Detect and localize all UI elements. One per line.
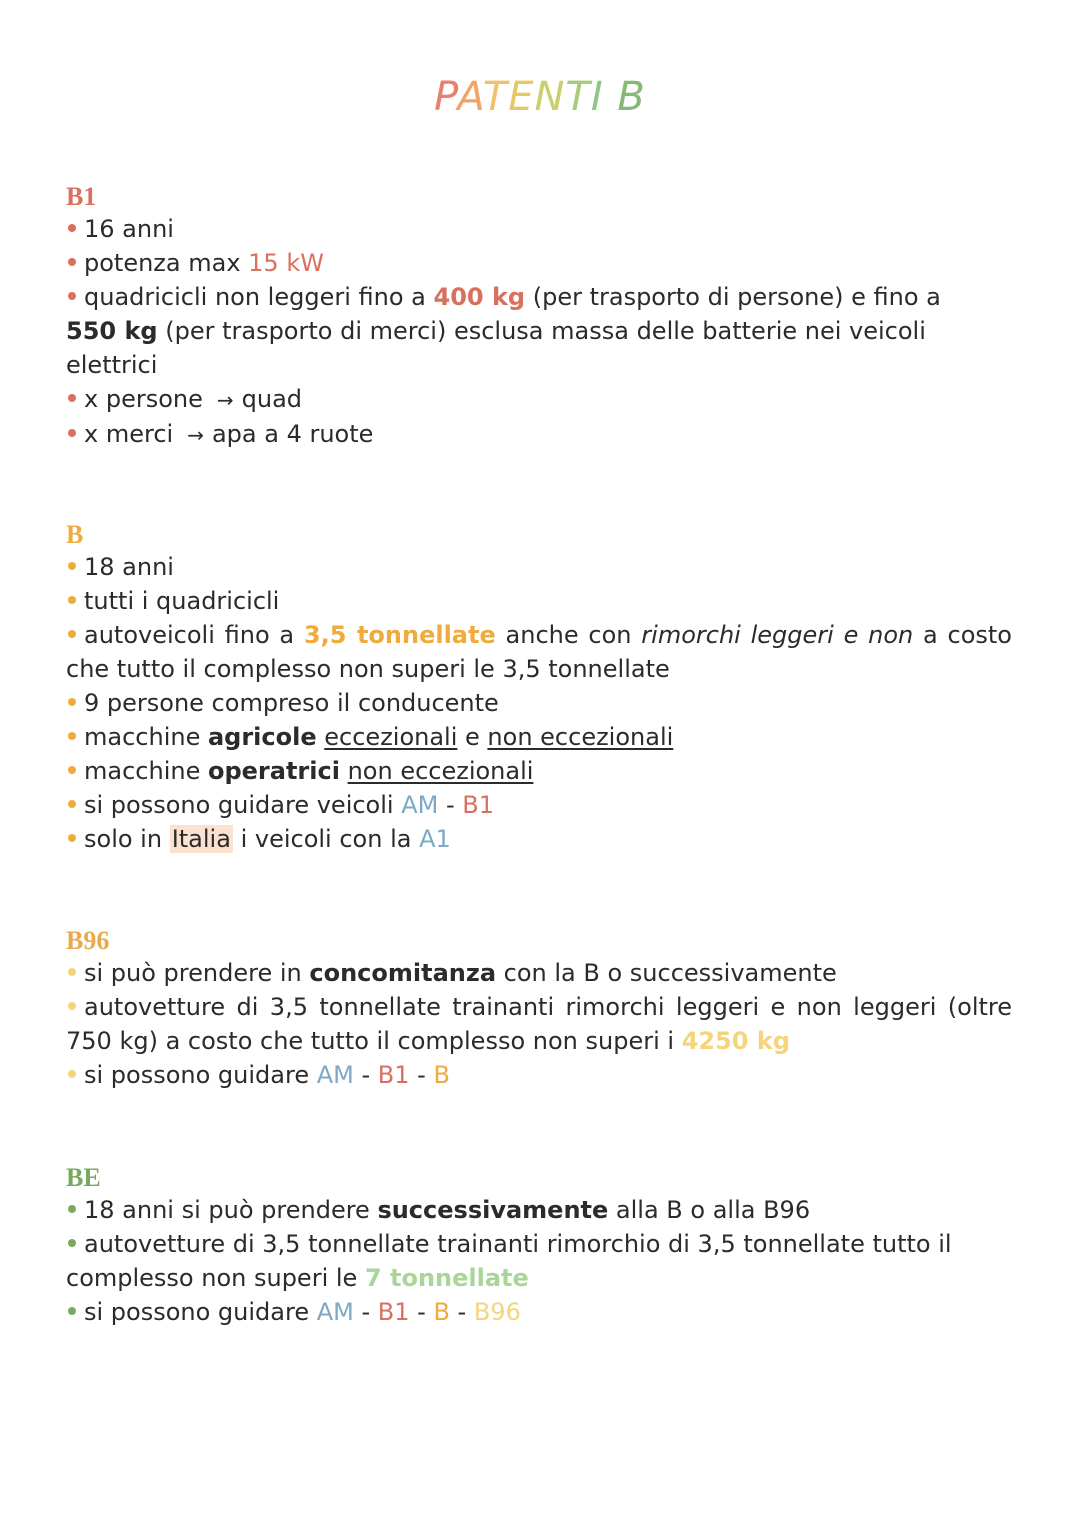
item-text: a costo che tutto il complesso non superi le 3,5 tonnellate xyxy=(66,621,1012,683)
section-heading: B1 xyxy=(66,182,97,211)
bullet-icon xyxy=(68,292,76,300)
bullet-icon xyxy=(68,258,76,266)
item-text: - xyxy=(409,1298,434,1326)
bullet-icon xyxy=(68,394,76,402)
arrow-right-icon: → xyxy=(216,388,234,412)
item-text: (per trasporto di persone) e fino a xyxy=(525,283,941,311)
bullet-icon xyxy=(68,224,76,232)
list-item xyxy=(66,1058,1012,1092)
bold-text: concomitanza xyxy=(309,959,497,987)
license-b: B xyxy=(433,1298,450,1326)
item-text: si può prendere in xyxy=(84,959,310,987)
license-am: AM xyxy=(316,1061,354,1089)
bullet-icon xyxy=(68,1002,76,1010)
bold-value: 550 kg xyxy=(66,317,158,345)
bullet-icon xyxy=(68,1205,76,1213)
item-text: autoveicoli fino a xyxy=(84,621,304,649)
section-b96 xyxy=(66,926,1012,1092)
item-text: 16 anni xyxy=(84,215,174,243)
arrow-right-icon: → xyxy=(187,423,204,447)
item-text: - xyxy=(353,1061,378,1089)
item-text: potenza max xyxy=(84,249,249,277)
license-am: AM xyxy=(316,1298,354,1326)
list-item xyxy=(66,822,1012,856)
item-text: - xyxy=(449,1298,474,1326)
bold-text: successivamente xyxy=(377,1196,609,1224)
bold-text: operatrici xyxy=(207,757,340,785)
section-b xyxy=(66,520,1012,856)
item-text: si possono guidare veicoli xyxy=(84,791,402,819)
bullet-icon xyxy=(68,766,76,774)
list-item xyxy=(66,956,1012,990)
item-text: si possono guidare xyxy=(84,1061,317,1089)
item-text: anche con xyxy=(495,621,642,649)
list-item xyxy=(66,382,1012,417)
bullet-icon xyxy=(68,429,76,437)
title-letter: P xyxy=(434,74,458,120)
bullet-icon xyxy=(68,630,76,638)
title-letter: T xyxy=(565,74,591,120)
title-space xyxy=(604,74,618,120)
item-text: (per trasporto di merci) esclusa massa delle batterie nei veicoli elettrici xyxy=(66,317,926,379)
list-item xyxy=(66,1193,1012,1227)
list-item xyxy=(66,686,1012,720)
section-b1 xyxy=(66,182,1012,452)
underlined-text: non eccezionali xyxy=(347,757,534,785)
highlighted-text: Italia xyxy=(171,825,231,853)
license-a1: A1 xyxy=(419,825,451,853)
item-text: e xyxy=(457,723,488,751)
list-item xyxy=(66,584,1012,618)
bullet-icon xyxy=(68,1239,76,1247)
item-text: 9 persone compreso il conducente xyxy=(84,689,499,717)
list-item xyxy=(66,280,1012,382)
license-b1: B1 xyxy=(377,1298,410,1326)
license-b96: B96 xyxy=(473,1298,521,1326)
title-letter: I xyxy=(590,74,604,120)
item-text: tutti i quadricicli xyxy=(84,587,280,615)
bullet-icon xyxy=(68,1307,76,1315)
item-text: solo in xyxy=(84,825,170,853)
italic-text: rimorchi leggeri e non xyxy=(641,621,914,649)
bold-text: agricole xyxy=(207,723,317,751)
item-text: quadricicli non leggeri fino a xyxy=(84,283,434,311)
page-title xyxy=(0,70,1080,124)
underlined-text: eccezionali xyxy=(324,723,458,751)
section-heading: B xyxy=(66,520,84,549)
section-heading: B96 xyxy=(66,926,110,955)
bullet-icon xyxy=(68,596,76,604)
list-item xyxy=(66,246,1012,280)
section-heading: BE xyxy=(66,1163,101,1192)
list-item xyxy=(66,1295,1012,1329)
section-be xyxy=(66,1163,1012,1329)
item-text: apa a 4 ruote xyxy=(211,420,374,448)
item-text: alla B o alla B96 xyxy=(608,1196,811,1224)
license-am: AM xyxy=(401,791,439,819)
list-item xyxy=(66,990,1012,1058)
item-text: si possono guidare xyxy=(84,1298,317,1326)
list-item xyxy=(66,788,1012,822)
item-text: macchine xyxy=(84,723,208,751)
item-text: x persone xyxy=(84,385,203,413)
item-text: con la B o successivamente xyxy=(496,959,837,987)
highlight-value: 3,5 tonnellate xyxy=(303,621,496,649)
underlined-text: non eccezionali xyxy=(487,723,674,751)
list-item xyxy=(66,417,1012,452)
license-b1: B1 xyxy=(462,791,494,819)
item-text: x merci xyxy=(84,420,174,448)
bullet-icon xyxy=(68,968,76,976)
item-text: quad xyxy=(241,385,303,413)
item-text: macchine xyxy=(84,757,208,785)
title-letter: B xyxy=(617,74,646,120)
list-item xyxy=(66,1227,1012,1295)
list-item xyxy=(66,618,1012,686)
list-item xyxy=(66,754,1012,788)
bullet-icon xyxy=(68,834,76,842)
highlight-value: 7 tonnellate xyxy=(364,1264,529,1292)
title-letter: N xyxy=(534,74,566,120)
list-item xyxy=(66,212,1012,246)
list-item xyxy=(66,720,1012,754)
item-text: autovetture di 3,5 tonnellate trainanti rimorchio di 3,5 tonnellate tutto il complesso non superi le xyxy=(66,1230,952,1292)
bullet-icon xyxy=(68,1070,76,1078)
item-text: autovetture di 3,5 tonnellate trainanti rimorchi leggeri e non leggeri (oltre 750 kg) a costo che tutto il complesso non superi i xyxy=(66,993,1012,1055)
bullet-icon xyxy=(68,800,76,808)
item-text: 18 anni si può prendere xyxy=(84,1196,378,1224)
bullet-icon xyxy=(68,698,76,706)
bullet-icon xyxy=(68,732,76,740)
highlight-value: 4250 kg xyxy=(681,1027,790,1055)
item-text: - xyxy=(353,1298,378,1326)
item-text: - xyxy=(409,1061,434,1089)
title-letter: E xyxy=(508,74,535,120)
list-item xyxy=(66,550,1012,584)
item-text: 18 anni xyxy=(84,553,174,581)
highlight-value: 15 kW xyxy=(248,249,324,277)
bullet-icon xyxy=(68,562,76,570)
title-letter: T xyxy=(482,74,509,120)
item-text: i veicoli con la xyxy=(232,825,420,853)
title-letter: A xyxy=(457,74,483,120)
license-b: B xyxy=(433,1061,450,1089)
highlight-value: 400 kg xyxy=(433,283,526,311)
item-text: - xyxy=(438,791,463,819)
license-b1: B1 xyxy=(377,1061,410,1089)
